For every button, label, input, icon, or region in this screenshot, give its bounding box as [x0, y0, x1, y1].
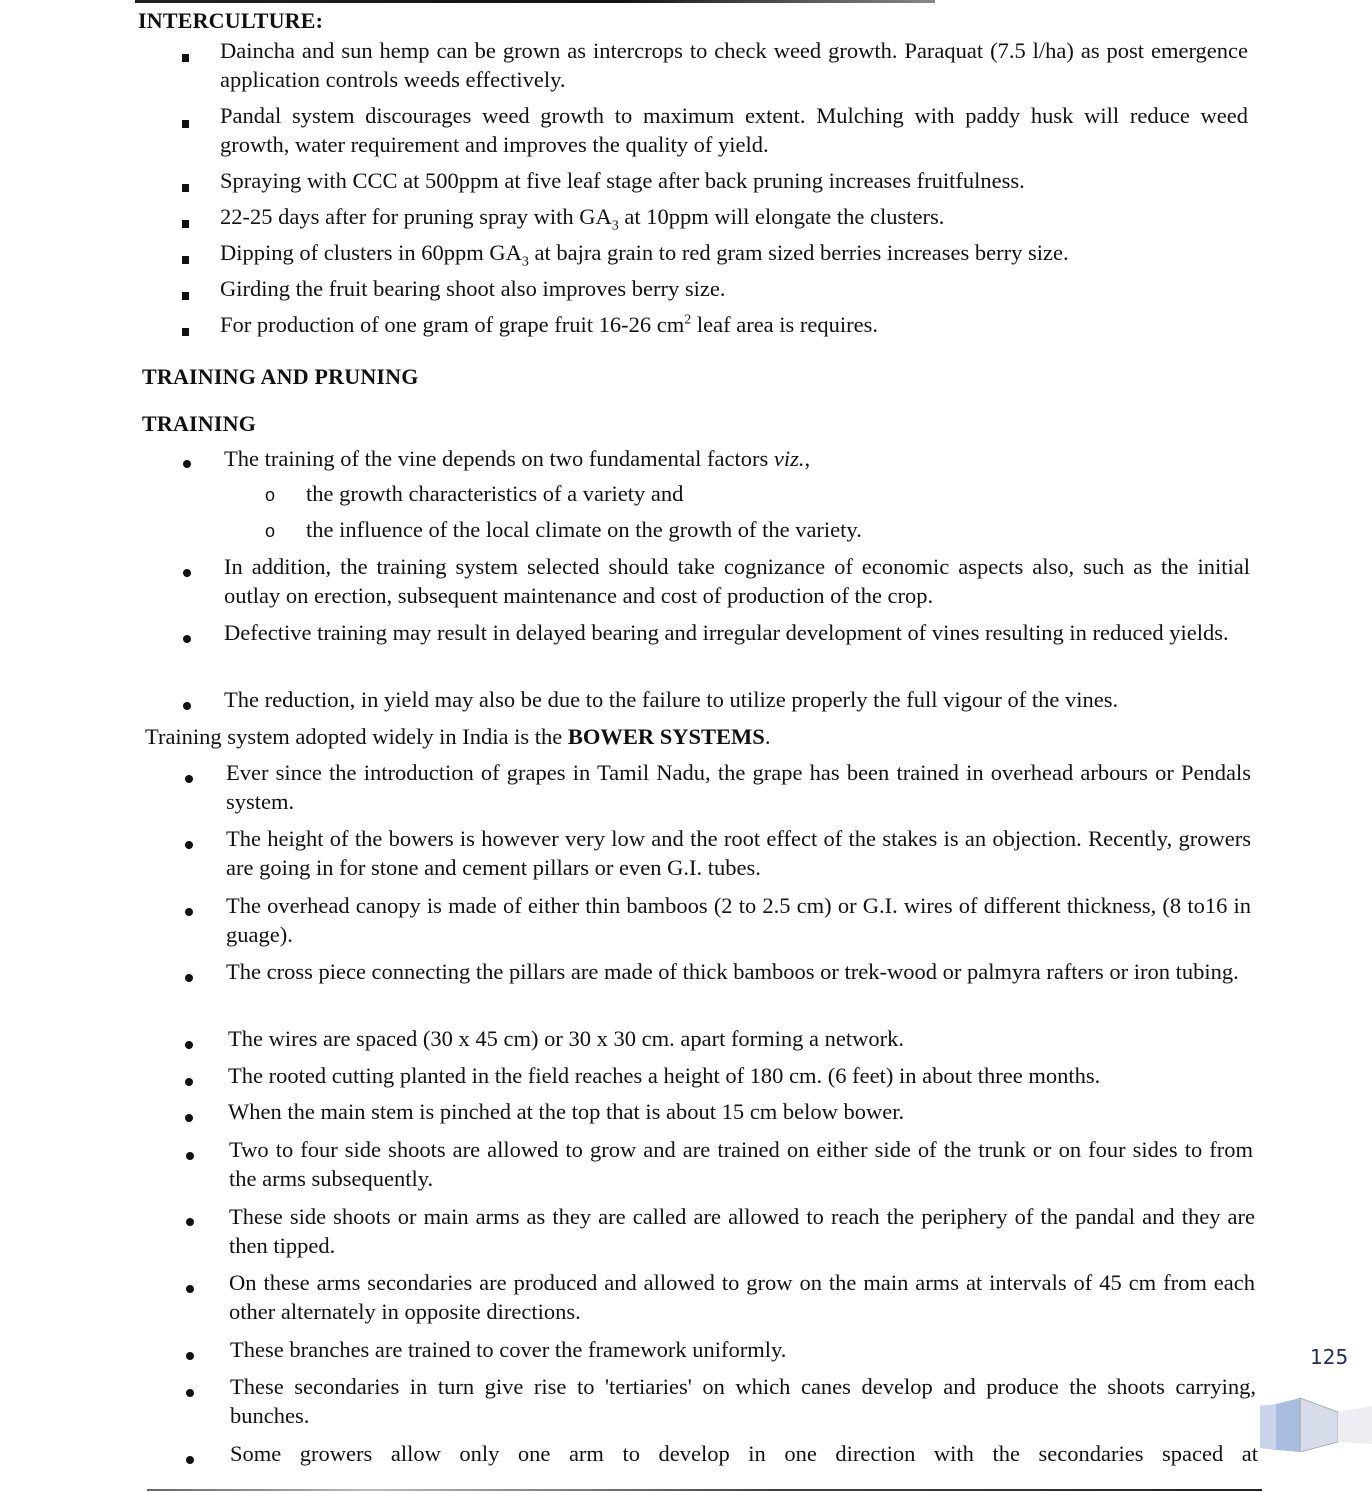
round-bullet-icon — [185, 974, 193, 982]
section-heading-interculture: INTERCULTURE: — [138, 8, 324, 33]
training-item-2: In addition, the training system selected should take cognizance of economic aspects also, such as the initial outlay on erection, subsequent maintenance and cost of production of the crop. — [224, 554, 1250, 608]
bower-item-6: The rooted cutting planted in the field reaches a height of 180 cm. (6 feet) in about three months. — [228, 1063, 1101, 1088]
round-bullet-icon — [186, 1218, 194, 1226]
interculture-item-6: Girding the fruit bearing shoot also improves berry size. — [220, 276, 726, 301]
bower-item-2: The height of the bowers is however very low and the root effect of the stakes is an objection. Recently, growers are going in for stone and cement pillars or even G.I. tubes. — [226, 826, 1251, 880]
round-bullet-icon — [185, 1114, 193, 1122]
section-heading-training-and-pruning: TRAINING AND PRUNING — [142, 364, 419, 389]
interculture-item-7: For production of one gram of grape fruit 16-26 $cm^2$ leaf area is requires. — [220, 312, 879, 337]
training-item-3: Defective training may result in delayed bearing and irregular development of vines resulting in reduced yields. — [224, 620, 1229, 645]
bower-item-1: Ever since the introduction of grapes in Tamil Nadu, the grape has been trained in overhead arbours or Pendals system. — [226, 760, 1251, 814]
training-item-4: The reduction, in yield may also be due to the failure to utilize properly the full vigour of the vines. — [224, 687, 1119, 712]
round-bullet-icon — [186, 1389, 194, 1397]
square-bullet-icon — [182, 120, 189, 128]
bower-intro-paragraph: Training system adopted widely in India is the BOWER SYSTEMS. — [145, 724, 771, 749]
round-bullet-icon — [183, 569, 191, 577]
round-bullet-icon — [185, 1041, 193, 1049]
interculture-item-3: Spraying with CCC at 500ppm at five leaf stage after back pruning increases fruitfulness. — [220, 168, 1025, 193]
bower-item-5: The wires are spaced (30 x 45 cm) or 30 x 30 cm. apart forming a network. — [228, 1026, 905, 1051]
top-rule — [135, 0, 935, 3]
interculture-item-5: Dipping of clusters in 60ppm $GA_3$ at bajra grain to red gram sized berries increases berry size. — [220, 240, 1069, 270]
page-number: 125 — [1310, 1345, 1349, 1369]
section-heading-training: TRAINING — [142, 411, 257, 436]
bower-item-4: The cross piece connecting the pillars are made of thick bamboos or trek-wood or palmyra rafters or iron tubing. — [226, 959, 1239, 984]
bower-item-10: On these arms secondaries are produced and allowed to grow on the main arms at intervals of 45 cm from each other alternately in opposite directions. — [229, 1270, 1255, 1324]
bower-item-11: These branches are trained to cover the framework uniformly. — [230, 1337, 787, 1362]
hollow-bullet-icon: o — [265, 521, 276, 541]
bower-item-7: When the main stem is pinched at the top that is about 15 cm below bower. — [228, 1099, 905, 1124]
square-bullet-icon — [182, 54, 189, 62]
bower-item-8: Two to four side shoots are allowed to grow and are trained on either side of the trunk or on four sides to from the arms subsequently. — [229, 1137, 1253, 1191]
round-bullet-icon — [186, 1152, 194, 1160]
round-bullet-icon — [185, 775, 193, 783]
round-bullet-icon — [186, 1285, 194, 1293]
training-subitem-1: the growth characteristics of a variety and — [306, 481, 684, 506]
hollow-bullet-icon: o — [265, 485, 276, 505]
square-bullet-icon — [182, 328, 189, 336]
interculture-item-1: Daincha and sun hemp can be grown as intercrops to check weed growth. Paraquat (7.5 l/ha) as post emergence application controls weeds effectively. — [220, 38, 1248, 92]
square-bullet-icon — [182, 220, 189, 228]
bottom-rule — [147, 1489, 1262, 1491]
round-bullet-icon — [185, 1078, 193, 1086]
interculture-item-4: 22-25 days after for pruning spray with $GA_3$ at 10ppm will elongate the clusters. — [220, 204, 945, 234]
round-bullet-icon — [183, 460, 191, 468]
bower-item-13: Some growers allow only one arm to develop in one direction with the secondaries spaced at — [230, 1441, 1258, 1466]
page-corner-decoration-icon — [1258, 1398, 1372, 1452]
training-item-factors: The training of the vine depends on two fundamental factors viz., — [224, 446, 811, 471]
round-bullet-icon — [183, 702, 191, 710]
round-bullet-icon — [186, 1456, 194, 1464]
training-subitem-2: the influence of the local climate on the growth of the variety. — [306, 517, 862, 542]
square-bullet-icon — [182, 184, 189, 192]
square-bullet-icon — [182, 256, 189, 264]
square-bullet-icon — [182, 292, 189, 300]
round-bullet-icon — [183, 635, 191, 643]
round-bullet-icon — [185, 908, 193, 916]
bower-item-3: The overhead canopy is made of either thin bamboos (2 to 2.5 cm) or G.I. wires of different thickness, (8 to16 in guage). — [226, 893, 1251, 947]
bower-item-9: These side shoots or main arms as they are called are allowed to reach the periphery of the pandal and they are then tipped. — [229, 1204, 1255, 1258]
round-bullet-icon — [185, 841, 193, 849]
round-bullet-icon — [186, 1352, 194, 1360]
interculture-item-2: Pandal system discourages weed growth to maximum extent. Mulching with paddy husk will reduce weed growth, water requirement and improves the quality of yield. — [220, 103, 1248, 157]
bower-item-12: These secondaries in turn give rise to 'tertiaries' on which canes develop and produce the shoots carrying, bunches. — [230, 1374, 1256, 1428]
